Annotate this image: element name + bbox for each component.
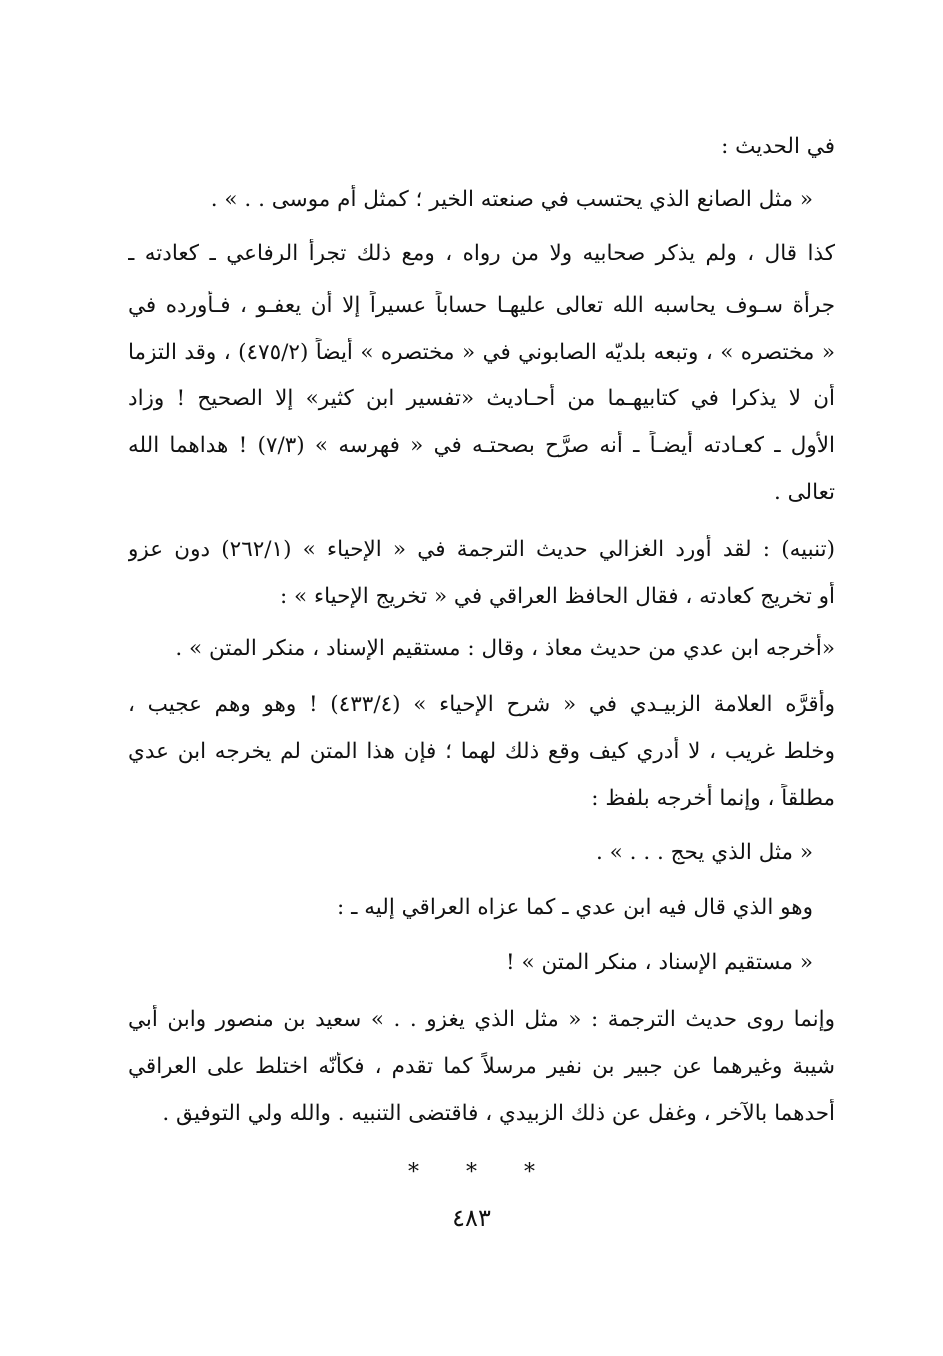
text-line-15: « مثل الذي يحج . . . » . bbox=[596, 840, 813, 865]
text-line-4: جرأة سـوف يحاسبه الله تعالى عليهـا حساباً عسيراً إلا أن يعفـو ، فـأورده في bbox=[128, 293, 835, 318]
text-line-1: في الحديث : bbox=[721, 134, 835, 159]
text-line-9: (تنبيه) : لقد أورد الغزالي حديث الترجمة في « الإحياء » (٢٦٢/١) دون عزو bbox=[128, 537, 835, 562]
text-line-16: وهو الذي قال فيه ابن عدي ـ كما عزاه العراقي إليه ـ : bbox=[337, 895, 813, 920]
text-line-17: « مستقيم الإسناد ، منكر المتن » ! bbox=[506, 950, 813, 975]
text-line-10: أو تخريج كعادته ، فقال الحافظ العراقي في « تخريج الإحياء » : bbox=[279, 584, 835, 609]
text-line-20: أحدهما بالآخر ، وغفل عن ذلك الزبيدي ، فاقتضى التنبيه . والله ولي التوفيق . bbox=[162, 1101, 835, 1126]
text-line-11: «أخرجه ابن عدي من حديث معاذ ، وقال : مستقيم الإسناد ، منكر المتن » . bbox=[175, 636, 835, 661]
text-line-3: كذا قال ، ولم يذكر صحابيه ولا من رواه ، ومع ذلك تجرأ الرفاعي ـ كعادته ـ bbox=[128, 241, 835, 266]
text-line-12: وأقرَّه العلامة الزبيـدي في « شرح الإحياء » (٤٣٣/٤) ! وهو وهم عجيب ، bbox=[128, 692, 835, 717]
text-line-5: « مختصره » ، وتبعه بلديّه الصابوني في « مختصره » أيضاً (٤٧٥/٢) ، وقد التزما bbox=[128, 340, 835, 365]
separator-star-icon: * bbox=[466, 1160, 477, 1185]
text-line-6: أن لا يذكرا في كتابيهـما من أحـاديث «تفسير ابن كثير» إلا الصحيح ! وزاد bbox=[128, 386, 835, 411]
text-line-19: شيبة وغيرهما عن جبير بن نفير مرسلاً كما تقدم ، فكأنّه اختلط على العراقي bbox=[128, 1054, 835, 1079]
page-number: ٤٨٣ bbox=[452, 1204, 491, 1232]
text-line-7: الأول ـ كعـادته أيضـاً ـ أنه صرَّح بصحتـه في « فهرسه » (٧/٣) ! هداهما الله bbox=[128, 433, 835, 458]
section-separator bbox=[0, 1158, 943, 1188]
text-line-13: وخلط غريب ، لا أدري كيف وقع ذلك لهما ؛ فإن هذا المتن لم يخرجه ابن عدي bbox=[128, 739, 835, 764]
text-line-18: وإنما روى حديث الترجمة : « مثل الذي يغزو . . » سعيد بن منصور وابن أبي bbox=[128, 1007, 835, 1032]
text-line-14: مطلقاً ، وإنما أخرجه بلفظ : bbox=[591, 786, 835, 811]
separator-star-icon: * bbox=[408, 1160, 419, 1185]
text-line-2: « مثل الصانع الذي يحتسب في صنعته الخير ؛ كمثل أم موسى . . » . bbox=[210, 187, 813, 212]
text-line-8: تعالى . bbox=[773, 480, 835, 505]
separator-star-icon: * bbox=[524, 1160, 535, 1185]
